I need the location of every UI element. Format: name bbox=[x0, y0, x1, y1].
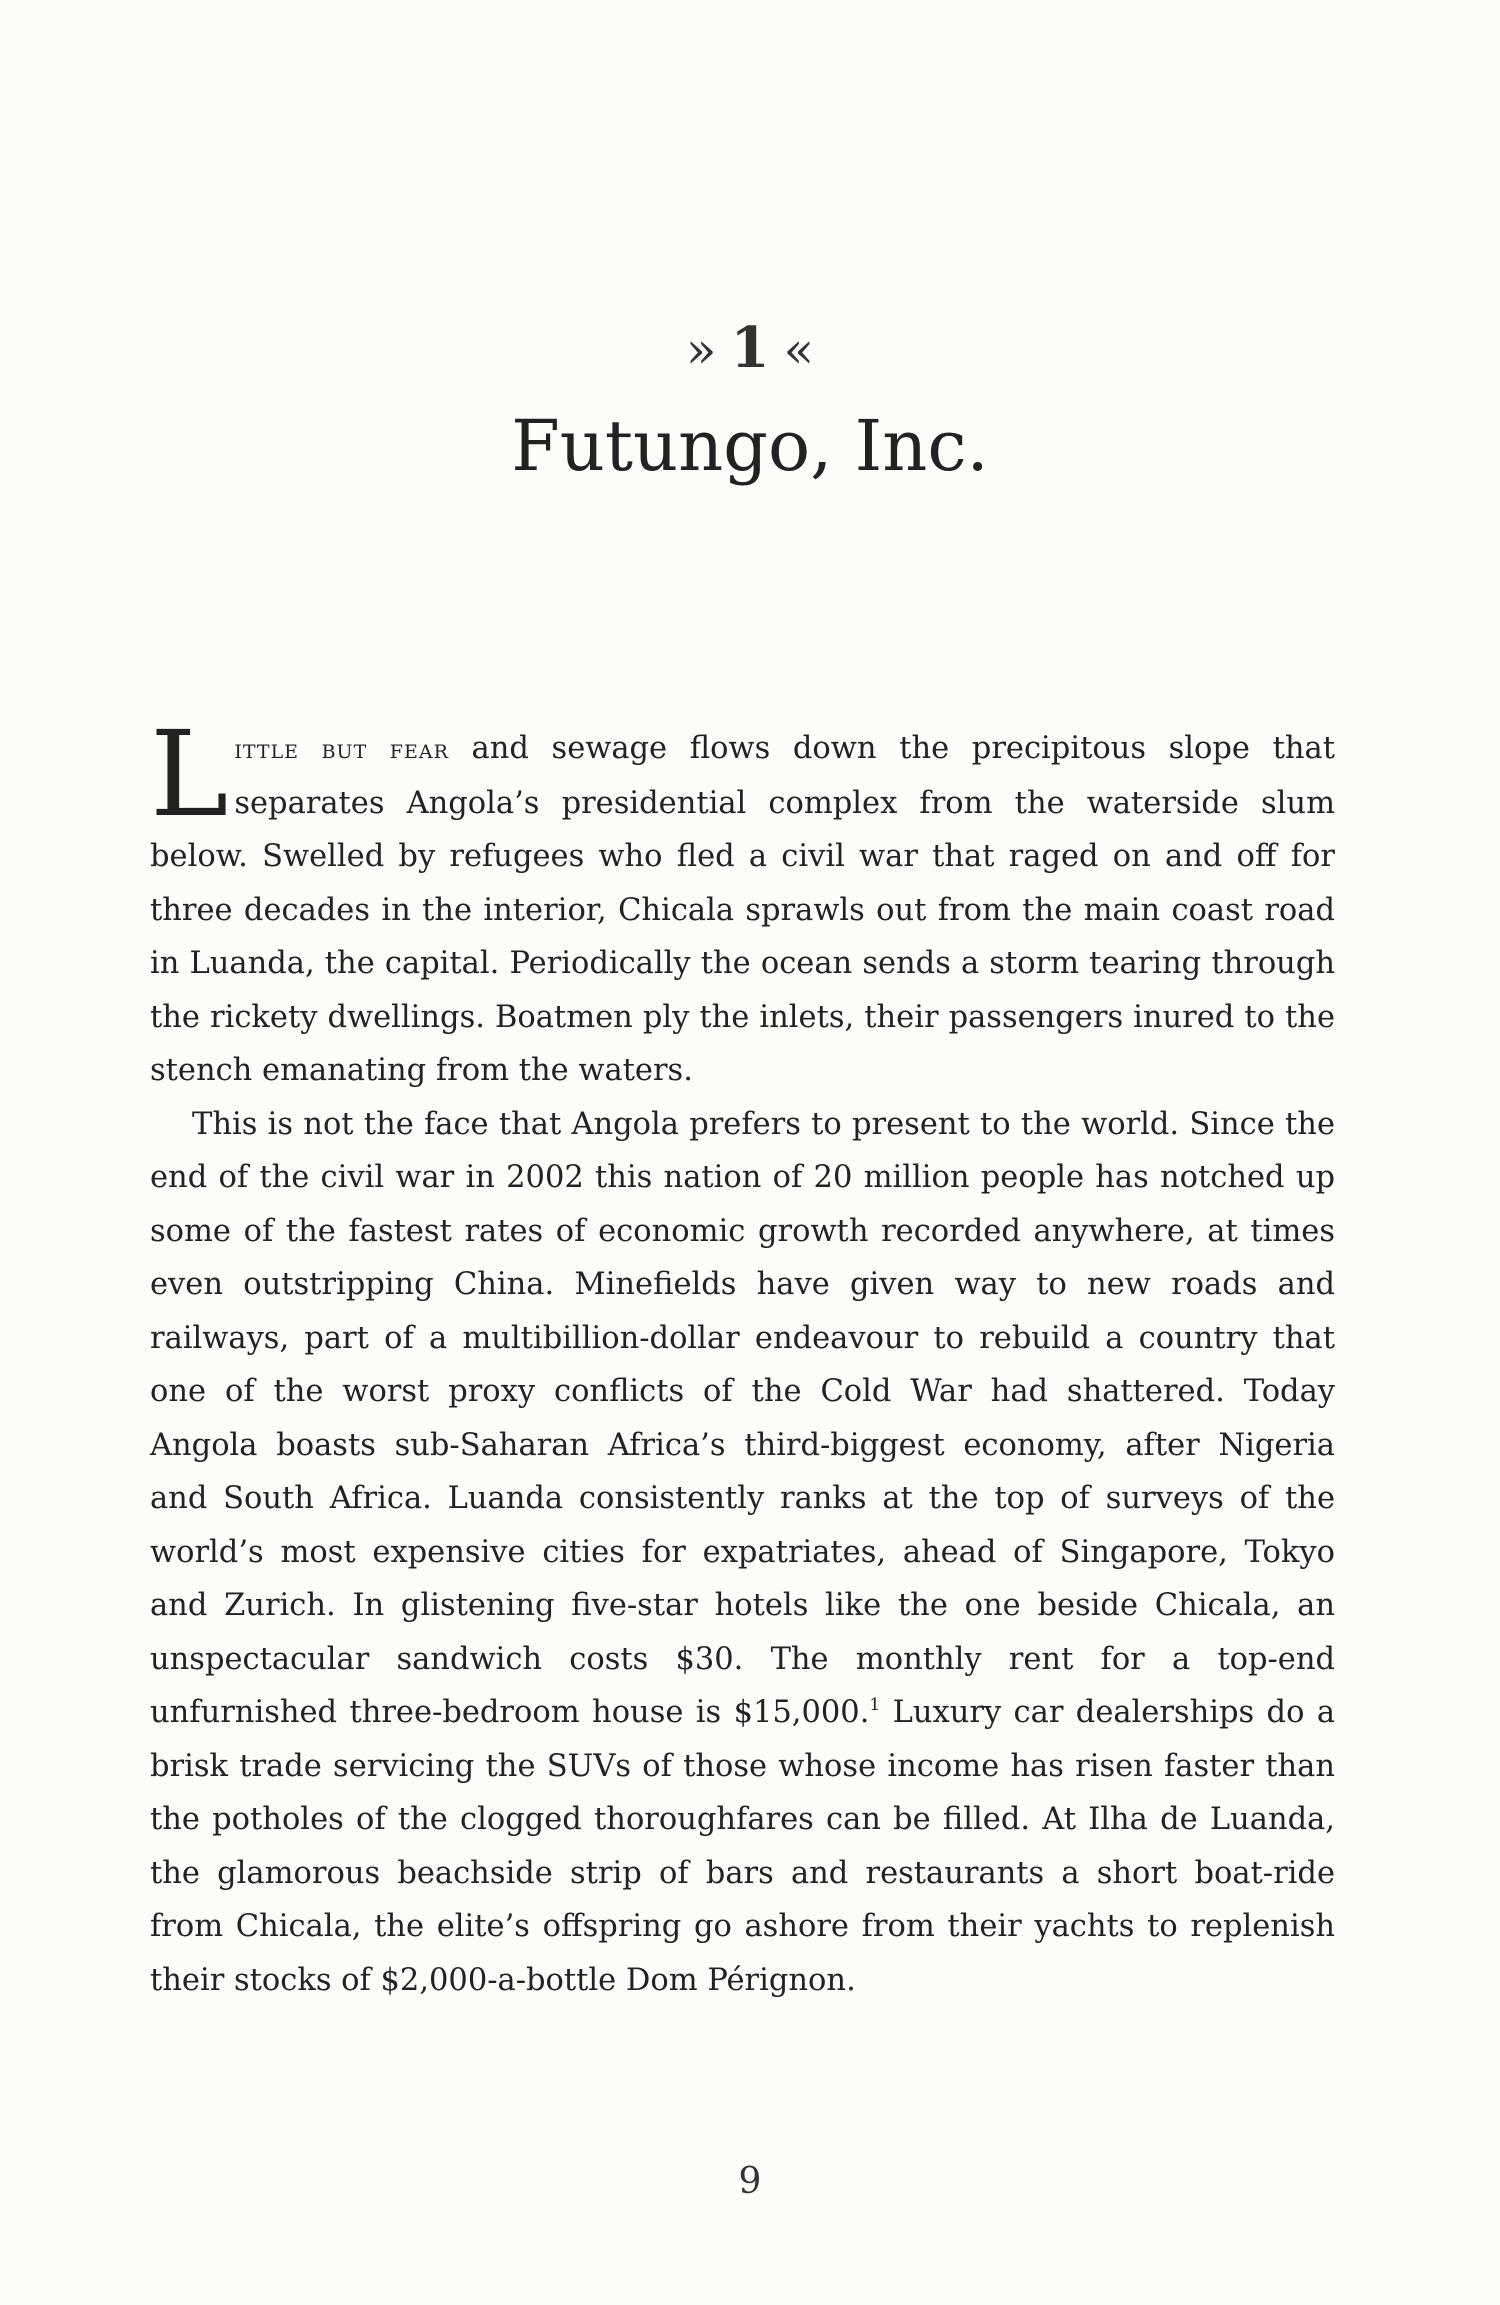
chapter-number-marker bbox=[0, 315, 1500, 381]
paragraph-1-text: and sewage flows down the precipitous slope that separates Angola’s presidential complex from the waterside slum below. Swelled by refugees who fled a civil war that raged on and off for three decades in the interior, Chicala sprawls out from the main coast road in Luanda, the capital. Periodically the ocean sends a storm tearing through the rickety dwellings. Boatmen ply the inlets, their passengers inured to the stench emanating from the waters. bbox=[150, 731, 1335, 1088]
footnote-reference[interactable]: 1 bbox=[869, 1695, 881, 1715]
paragraph-2 bbox=[150, 1098, 1335, 2008]
paragraph-2-text-a: This is not the face that Angola prefers to present to the world. Since the end of the civil war in 2002 this nation of 20 million people has notched up some of the fastest rates of economic growth recorded anywhere, at times even outstripping China. Minefields have given way to new roads and railways, part of a multibillion-dollar endeavour to rebuild a country that one of the worst proxy conflicts of the Cold War had shattered. Today Angola boasts sub-Saharan Africa’s third-biggest economy, after Nigeria and South Africa. Luanda consistently ranks at the top of surveys of the world’s most expensive cities for expatriates, ahead of Singapore, Tokyo and Zurich. In glistening five-star hotels like the one beside Chicala, an unspectacular sandwich costs $30. The monthly rent for a top-end unfurnished three-bedroom house is $15,000. bbox=[150, 1106, 1335, 1730]
page-number: 9 bbox=[738, 2161, 762, 2202]
drop-cap: L bbox=[150, 705, 229, 843]
paragraph-2-text-b: Luxury car dealerships do a brisk trade servicing the SUVs of those whose income has risen faster than the potholes of the clogged thoroughfares can be filled. At Ilha de Luanda, the glamorous beachside strip of bars and restaurants a short boat-ride from Chicala, the elite’s offspring go ashore from their yachts to replenish their stocks of $2,000-a-bottle Dom Pérignon. bbox=[150, 1695, 1336, 1998]
chapter-body bbox=[150, 705, 1336, 2007]
chapter-marker-left: » bbox=[685, 321, 717, 379]
paragraph-1 bbox=[150, 705, 1335, 1098]
chapter-marker-right: « bbox=[783, 321, 815, 379]
chapter-number: 1 bbox=[730, 315, 770, 381]
opening-small-caps: ittle but fear bbox=[234, 734, 449, 765]
chapter-title: Futungo, Inc. bbox=[511, 405, 989, 487]
